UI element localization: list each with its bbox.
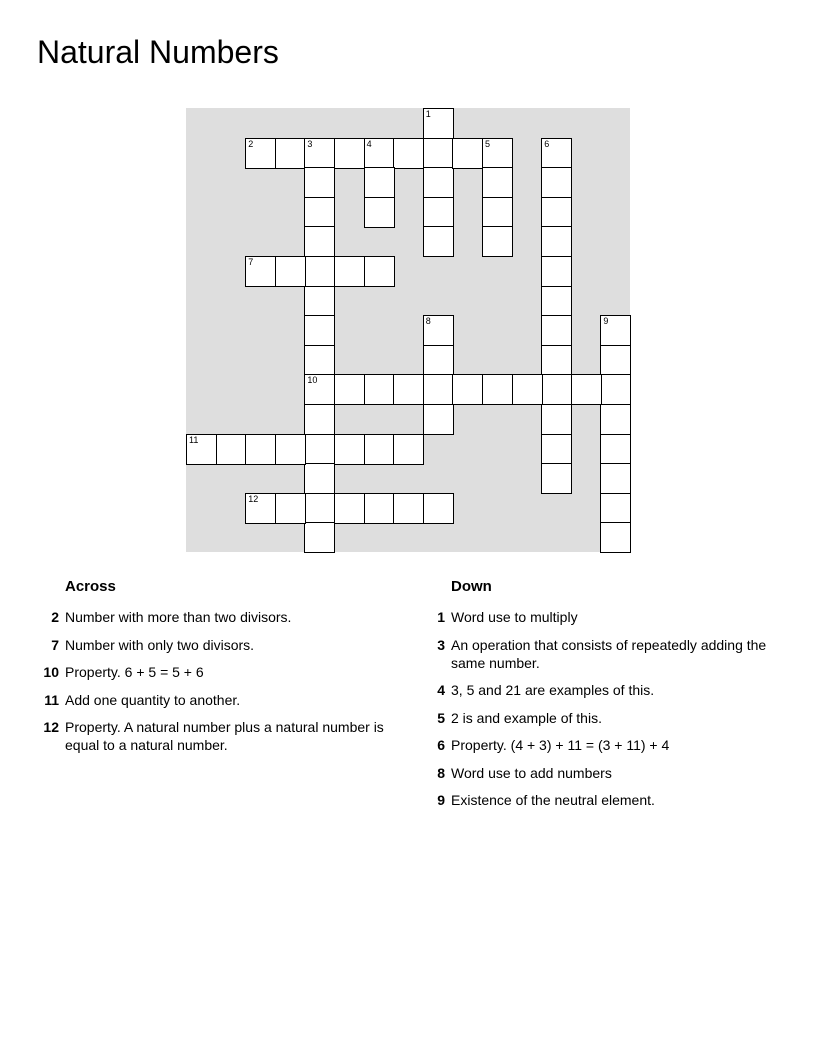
crossword-cell[interactable] xyxy=(334,256,365,287)
crossword-cell[interactable] xyxy=(541,226,572,257)
crossword-cell[interactable] xyxy=(304,345,335,376)
crossword-cell[interactable] xyxy=(364,493,395,524)
crossword-cell[interactable] xyxy=(541,404,572,435)
clue-text: Property. 6 + 5 = 5 + 6 xyxy=(65,664,204,680)
clue-number: 6 xyxy=(437,737,445,753)
clue-text: Word use to add numbers xyxy=(451,764,612,781)
clue-number: 11 xyxy=(44,691,59,708)
clue-item xyxy=(422,608,792,626)
across-heading: Across xyxy=(65,578,116,595)
crossword-cell[interactable] xyxy=(364,167,395,198)
crossword-cell[interactable] xyxy=(423,108,454,139)
clue-text: Word use to multiply xyxy=(451,609,578,625)
crossword-cell[interactable] xyxy=(482,226,513,257)
crossword-cell[interactable] xyxy=(245,493,276,524)
crossword-cell[interactable] xyxy=(482,138,513,169)
clue-number: 7 xyxy=(51,636,59,653)
cell-number: 9 xyxy=(603,316,609,327)
crossword-cell[interactable] xyxy=(304,315,335,346)
cell-number: 12 xyxy=(248,493,259,504)
clue-text: Add one quantity to another. xyxy=(65,691,241,708)
crossword-cell[interactable] xyxy=(541,138,572,169)
crossword-grid xyxy=(186,108,630,552)
clue-item xyxy=(36,691,386,709)
crossword-cell[interactable] xyxy=(364,138,395,169)
crossword-cell[interactable] xyxy=(541,463,572,494)
crossword-cell[interactable] xyxy=(541,286,572,317)
down-clues xyxy=(422,577,792,819)
crossword-cell[interactable] xyxy=(482,167,513,198)
clue-item xyxy=(422,636,792,672)
clue-number: 5 xyxy=(437,709,445,726)
cell-number: 4 xyxy=(366,138,372,149)
clue-item xyxy=(36,663,386,681)
crossword-cell[interactable] xyxy=(541,434,572,465)
crossword-cell[interactable] xyxy=(334,138,365,169)
clue-item xyxy=(422,709,792,727)
crossword-cell[interactable] xyxy=(423,226,454,257)
clue-item xyxy=(422,681,792,699)
crossword-cell[interactable] xyxy=(304,374,335,405)
crossword-cell[interactable] xyxy=(304,286,335,317)
crossword-cell[interactable] xyxy=(245,138,276,169)
crossword-cell[interactable] xyxy=(423,345,454,376)
clue-number: 12 xyxy=(43,719,59,735)
clue-number: 10 xyxy=(43,664,59,680)
crossword-cell[interactable] xyxy=(334,434,365,465)
crossword-cell[interactable] xyxy=(541,345,572,376)
crossword-cell[interactable] xyxy=(423,167,454,198)
clue-text: Number with more than two divisors. xyxy=(65,609,292,625)
crossword-cell[interactable] xyxy=(393,434,424,465)
clue-item xyxy=(36,718,386,754)
crossword-cell[interactable] xyxy=(304,197,335,228)
clue-number: 3 xyxy=(437,636,445,653)
cell-number: 3 xyxy=(307,138,313,149)
page-title: Natural Numbers xyxy=(37,34,279,70)
crossword-cell[interactable] xyxy=(452,138,483,169)
clue-text: Number with only two divisors. xyxy=(65,636,255,653)
crossword-cell[interactable] xyxy=(275,434,306,465)
cell-number: 11 xyxy=(189,434,199,445)
crossword-cell[interactable] xyxy=(541,256,572,287)
crossword-cell[interactable] xyxy=(304,463,335,494)
crossword-cell[interactable] xyxy=(482,374,513,405)
cell-number: 1 xyxy=(425,109,431,119)
crossword-cell[interactable] xyxy=(304,522,335,553)
crossword-cell[interactable] xyxy=(275,493,306,524)
crossword-cell[interactable] xyxy=(186,434,217,465)
crossword-cell[interactable] xyxy=(600,434,631,465)
cell-number: 8 xyxy=(425,316,431,327)
crossword-cell[interactable] xyxy=(393,493,424,524)
crossword-cell[interactable] xyxy=(541,315,572,346)
crossword-cell[interactable] xyxy=(600,463,631,494)
crossword-cell[interactable] xyxy=(364,434,395,465)
crossword-cell[interactable] xyxy=(364,256,395,287)
cell-number: 5 xyxy=(485,138,491,149)
crossword-cell[interactable] xyxy=(600,404,631,435)
crossword-cell[interactable] xyxy=(304,434,335,465)
clue-number: 2 xyxy=(51,609,59,625)
down-heading: Down xyxy=(451,578,492,595)
crossword-cell[interactable] xyxy=(304,256,335,287)
clue-text: 3, 5 and 21 are examples of this. xyxy=(451,682,655,698)
crossword-cell[interactable] xyxy=(482,197,513,228)
crossword-cell[interactable] xyxy=(245,434,276,465)
cell-number: 6 xyxy=(544,138,550,149)
clue-text: An operation that consists of repeatedly adding the same number. xyxy=(451,636,767,671)
crossword-cell[interactable] xyxy=(571,374,602,405)
clue-item xyxy=(36,636,386,654)
cell-number: 2 xyxy=(248,138,254,149)
clue-item xyxy=(422,736,792,754)
crossword-cell[interactable] xyxy=(334,493,365,524)
clue-number: 9 xyxy=(437,792,445,808)
crossword-cell[interactable] xyxy=(304,404,335,435)
crossword-cell[interactable] xyxy=(423,374,454,405)
crossword-cell[interactable] xyxy=(304,493,335,524)
clue-text: 2 is and example of this. xyxy=(451,709,602,726)
crossword-cell[interactable] xyxy=(452,374,483,405)
crossword-cell[interactable] xyxy=(245,256,276,287)
crossword-cell[interactable] xyxy=(423,315,454,346)
crossword-cell[interactable] xyxy=(600,522,631,553)
clue-text: Property. (4 + 3) + 11 = (3 + 11) + 4 xyxy=(451,737,670,753)
clue-text: Property. A natural number plus a natural number is equal to a natural number. xyxy=(65,719,384,753)
crossword-cell[interactable] xyxy=(541,374,572,405)
crossword-cell[interactable] xyxy=(364,374,395,405)
crossword-cell[interactable] xyxy=(423,404,454,435)
crossword-cell[interactable] xyxy=(304,138,335,169)
crossword-cell[interactable] xyxy=(423,493,454,524)
crossword-cell[interactable] xyxy=(600,493,631,524)
clue-item xyxy=(36,608,386,626)
crossword-cell[interactable] xyxy=(600,345,631,376)
crossword-cell[interactable] xyxy=(541,167,572,198)
clue-item xyxy=(422,764,792,782)
crossword-cell[interactable] xyxy=(393,138,424,169)
crossword-cell[interactable] xyxy=(600,315,631,346)
crossword-cell[interactable] xyxy=(216,434,247,465)
crossword-cell[interactable] xyxy=(364,197,395,228)
clue-item xyxy=(422,791,792,809)
crossword-cell[interactable] xyxy=(541,197,572,228)
clue-text: Existence of the neutral element. xyxy=(451,792,655,808)
across-clues xyxy=(36,577,386,764)
crossword-cell[interactable] xyxy=(334,374,365,405)
crossword-cell[interactable] xyxy=(423,197,454,228)
crossword-cell[interactable] xyxy=(423,138,454,169)
crossword-cell[interactable] xyxy=(512,374,543,405)
crossword-cell[interactable] xyxy=(275,138,306,169)
clue-number: 8 xyxy=(437,764,445,781)
crossword-cell[interactable] xyxy=(304,167,335,198)
crossword-cell[interactable] xyxy=(600,374,631,405)
cell-number: 7 xyxy=(248,257,254,267)
clue-number: 4 xyxy=(437,682,445,698)
crossword-cell[interactable] xyxy=(304,226,335,257)
crossword-cell[interactable] xyxy=(275,256,306,287)
cell-number: 10 xyxy=(307,375,318,386)
crossword-cell[interactable] xyxy=(393,374,424,405)
clue-number: 1 xyxy=(437,609,445,625)
